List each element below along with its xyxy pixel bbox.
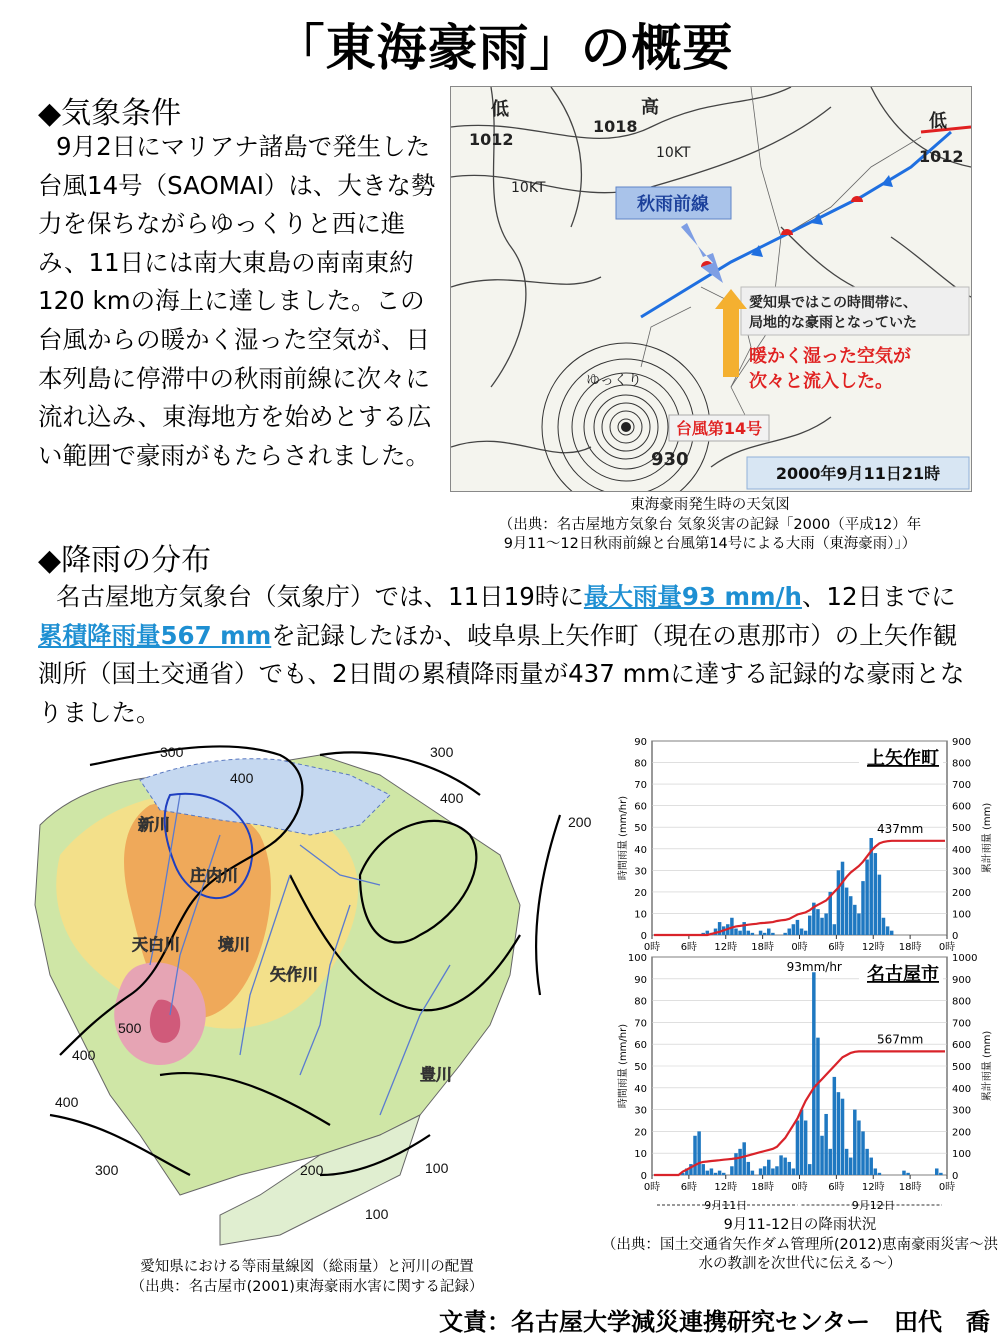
y-tick-label: 30 xyxy=(634,1105,647,1117)
rain-bar xyxy=(890,931,893,935)
rain-bar xyxy=(796,1121,799,1176)
contour-label-500: 500 xyxy=(118,1020,142,1036)
x-tick-label: 12時 xyxy=(861,1182,885,1193)
high-label: 高 xyxy=(641,97,659,118)
rain-bar xyxy=(861,881,864,935)
max-rain-highlight: 最大雨量93 mm/h xyxy=(583,582,802,611)
rain-bar xyxy=(747,1162,750,1175)
river-label-tempaku: 天白川 xyxy=(132,937,181,954)
y2-tick-label: 500 xyxy=(952,1062,972,1073)
y2-tick-label: 400 xyxy=(952,844,972,856)
y2-tick-label: 500 xyxy=(952,823,972,835)
y-tick-label: 100 xyxy=(627,953,647,964)
y2-tick-label: 300 xyxy=(952,1105,972,1117)
rain-bar xyxy=(788,1162,791,1175)
contour-label-400-a: 400 xyxy=(230,770,254,786)
rain-bar xyxy=(886,926,889,935)
low-label-left: 低 xyxy=(491,99,509,120)
cumulative-total-label: 567mm xyxy=(877,1032,924,1047)
rain-bar xyxy=(820,918,823,935)
rain-bar xyxy=(845,888,848,935)
rain-bar xyxy=(742,1142,745,1175)
y2-tick-label: 100 xyxy=(952,1149,972,1161)
datetime-label: 2000年9月11日21時 xyxy=(775,464,941,483)
wind-label-1: 10KT xyxy=(656,145,691,161)
rain-bar xyxy=(763,1166,766,1175)
rain-bar xyxy=(771,933,774,935)
rain-bar xyxy=(845,1149,848,1175)
y-tick-label: 40 xyxy=(634,844,647,856)
y2-tick-label: 600 xyxy=(952,1040,972,1052)
y-tick-label: 30 xyxy=(634,866,647,878)
svg-text:局地的な豪雨となっていた: 局地的な豪雨となっていた xyxy=(749,315,917,331)
y-tick-label: 90 xyxy=(634,737,647,748)
rain-bar xyxy=(697,1131,700,1175)
y-tick-label: 70 xyxy=(634,780,647,792)
river-label-toyo: 豊川 xyxy=(420,1067,453,1084)
wind-label-2: 10KT xyxy=(511,180,546,196)
river-label-yahagi: 矢作川 xyxy=(270,967,319,984)
weather-map xyxy=(450,86,972,492)
section-heading-rain: ◆降雨の分布 xyxy=(38,543,212,578)
y-tick-label: 90 xyxy=(634,974,647,986)
y-tick-label: 10 xyxy=(634,1149,647,1161)
pressure-1012-left: 1012 xyxy=(469,130,514,149)
rain-bar xyxy=(824,913,827,935)
rain-bar xyxy=(706,1171,709,1175)
contour-label-100-b: 100 xyxy=(365,1206,389,1222)
y-tick-label: 20 xyxy=(634,1127,647,1139)
charts-caption: 9月11-12日の降雨状況 （出典：国土交通省矢作ダム管理所(2012)恵南豪雨災害～洪水の教訓を次世代に伝える～） xyxy=(601,1217,999,1272)
y-axis-label: 時間雨量 (mm/hr) xyxy=(618,1023,629,1109)
rain-bar xyxy=(747,931,750,935)
rain-bar xyxy=(878,875,881,935)
contour-label-200-b: 200 xyxy=(300,1162,324,1178)
y-tick-label: 80 xyxy=(634,758,647,770)
typhoon-label: 台風第14号 xyxy=(675,419,763,438)
rain-bar xyxy=(734,929,737,935)
y2-tick-label: 0 xyxy=(952,1171,959,1182)
y2-tick-label: 100 xyxy=(952,909,972,921)
warm-air-label-1: 暖かく湿った空気が xyxy=(749,346,911,367)
rain-bar xyxy=(775,1166,778,1175)
y2-tick-label: 700 xyxy=(952,1018,972,1030)
x-tick-label: 0時 xyxy=(791,942,808,953)
rain-bar xyxy=(808,1164,811,1175)
x-tick-label: 18時 xyxy=(898,1182,922,1193)
y-tick-label: 60 xyxy=(634,801,647,813)
rain-bar xyxy=(865,860,868,935)
section-heading-weather: ◆気象条件 xyxy=(38,96,182,131)
x-tick-label: 18時 xyxy=(751,1182,774,1193)
slow-label: ゆっくり xyxy=(586,373,642,389)
isohyet-map xyxy=(20,735,594,1253)
y2-tick-label: 0 xyxy=(952,931,959,942)
rain-bar xyxy=(902,1171,905,1175)
y-tick-label: 0 xyxy=(640,1171,647,1182)
rain-bar xyxy=(935,1168,938,1175)
y-tick-label: 20 xyxy=(634,887,647,899)
rain-bar xyxy=(804,931,807,935)
y-tick-label: 10 xyxy=(634,909,647,921)
rain-bar xyxy=(792,1168,795,1175)
x-tick-label: 0時 xyxy=(643,942,661,953)
y2-tick-label: 700 xyxy=(952,780,972,792)
low-label-right: 低 xyxy=(929,111,947,132)
rain-bar xyxy=(800,1110,803,1175)
page-title: 「東海豪雨」の概要 xyxy=(274,19,734,77)
y2-tick-label: 800 xyxy=(952,996,972,1008)
weather-map-caption: 東海豪雨発生時の天気図 （出典：名古屋地方気象台 気象災害の記録「2000（平成12）年 9月11～12日秋雨前線と台風第14号による大雨（東海豪雨）」） xyxy=(498,497,922,552)
rain-bar xyxy=(730,1166,733,1175)
y-axis-label: 時間雨量 (mm/hr) xyxy=(618,795,629,881)
rain-bar xyxy=(722,1173,725,1175)
rain-bar xyxy=(751,1171,754,1175)
x-tick-label: 12時 xyxy=(861,942,885,953)
pressure-1012-right: 1012 xyxy=(919,147,964,166)
rain-bar xyxy=(828,1149,831,1175)
y2-tick-label: 900 xyxy=(952,737,972,748)
rain-bar xyxy=(779,1155,782,1175)
rain-bar xyxy=(833,924,836,935)
rain-bar xyxy=(734,1153,737,1175)
rain-bar xyxy=(800,929,803,935)
rain-bar xyxy=(808,916,811,935)
y2-tick-label: 200 xyxy=(952,887,972,899)
river-label-shinkawa: 新川 xyxy=(138,817,171,834)
rain-bar xyxy=(841,862,844,935)
rain-bar xyxy=(804,1121,807,1176)
y2-tick-label: 400 xyxy=(952,1083,972,1095)
rain-bar xyxy=(701,1164,704,1175)
y2-tick-label: 200 xyxy=(952,1127,972,1139)
rain-bar xyxy=(738,1149,741,1175)
x-tick-label: 18時 xyxy=(751,942,774,953)
y2-tick-label: 1000 xyxy=(952,953,978,964)
rain-bar xyxy=(783,933,786,935)
y2-tick-label: 600 xyxy=(952,801,972,813)
rain-bar xyxy=(783,1158,786,1175)
rain-bar xyxy=(861,1131,864,1175)
contour-label-400-b: 400 xyxy=(440,790,464,806)
rain-bar xyxy=(874,1168,877,1175)
rain-bar xyxy=(853,905,856,935)
contour-label-300-c: 300 xyxy=(95,1162,119,1178)
chart-title: 名古屋市 xyxy=(867,964,939,985)
x-tick-label: 18時 xyxy=(898,942,922,953)
rain-bar xyxy=(812,972,815,1175)
y-tick-label: 40 xyxy=(634,1083,647,1095)
river-label-shonai: 庄内川 xyxy=(190,868,239,885)
rain-bar xyxy=(853,1110,856,1175)
x-tick-label: 0時 xyxy=(643,1182,661,1193)
x-tick-label: 12時 xyxy=(714,1182,738,1193)
rain-bar xyxy=(939,1173,942,1175)
rain-bar xyxy=(759,931,762,935)
rain-bar xyxy=(906,1173,909,1175)
y-tick-label: 50 xyxy=(634,823,647,835)
pressure-930: 930 xyxy=(651,449,689,470)
y2-axis-label: 累計雨量 (mm) xyxy=(982,802,993,874)
rain-bar xyxy=(759,1168,762,1175)
chart-title: 上矢作町 xyxy=(867,748,939,769)
rain-bar xyxy=(820,1136,823,1175)
rainfall-charts xyxy=(612,735,997,1210)
date-label-day2: 9月12日 xyxy=(851,1199,895,1210)
rain-bar xyxy=(849,1158,852,1175)
contour-label-400-c: 400 xyxy=(72,1047,96,1063)
x-tick-label: 6時 xyxy=(828,1182,845,1193)
rain-bar xyxy=(869,1158,872,1175)
rain-bar xyxy=(837,1092,840,1175)
contour-label-100-a: 100 xyxy=(425,1160,449,1176)
x-tick-label: 0時 xyxy=(938,942,956,953)
isohyet-map-caption: 愛知県における等雨量線図（総雨量）と河川の配置 （出典：名古屋市(2001)東海豪雨水害に関する記録） xyxy=(130,1259,484,1295)
y2-tick-label: 900 xyxy=(952,974,972,986)
rain-bar xyxy=(796,920,799,935)
warm-air-label-2: 次々と流入した。 xyxy=(749,371,893,392)
date-label-day1: 9月11日 xyxy=(704,1199,748,1210)
rain-bar xyxy=(710,1168,713,1175)
cumulative-rain-highlight: 累積降雨量567 mm xyxy=(38,620,272,650)
rain-bar xyxy=(693,1136,696,1175)
y2-tick-label: 800 xyxy=(952,758,972,770)
svg-text:愛知県ではこの時間帯に、: 愛知県ではこの時間帯に、 xyxy=(749,295,917,311)
x-tick-label: 6時 xyxy=(680,942,698,953)
y-tick-label: 0 xyxy=(640,931,647,942)
contour-label-300-b: 300 xyxy=(430,744,454,760)
rain-bar xyxy=(767,929,770,935)
rain-bar xyxy=(857,1121,860,1176)
rain-bar xyxy=(837,870,840,935)
river-label-sakai: 境川 xyxy=(218,937,251,954)
y-tick-label: 80 xyxy=(634,996,647,1008)
rain-bar xyxy=(738,931,741,935)
peak-rain-label: 93mm/hr xyxy=(786,960,842,974)
x-tick-label: 6時 xyxy=(828,942,845,953)
rain-bar xyxy=(714,1173,717,1175)
x-tick-label: 12時 xyxy=(714,942,738,953)
y-tick-label: 50 xyxy=(634,1062,647,1073)
rain-bar xyxy=(824,1114,827,1175)
rain-bar xyxy=(857,913,860,935)
rain-bar xyxy=(763,933,766,935)
y2-axis-label: 累計雨量 (mm) xyxy=(982,1030,993,1102)
credit: 文責：名古屋大学減災連携研究センター 田代 喬 xyxy=(438,1308,990,1336)
rain-bar xyxy=(874,853,877,935)
pressure-1018: 1018 xyxy=(593,117,638,136)
rain-bar xyxy=(718,1171,721,1175)
rain-bar xyxy=(751,933,754,935)
rain-bar xyxy=(833,1077,836,1175)
rain-bar xyxy=(878,1173,881,1175)
rain-bar xyxy=(865,1149,868,1175)
rain-bar xyxy=(767,1160,770,1175)
rain-bar xyxy=(742,922,745,935)
section-body-rain: 名古屋地方気象台（気象庁）では、11日19時に最大雨量93 mm/h、12日までに累積降雨量567 mmを記録したほか、岐阜県上矢作町（現在の恵那市）の上矢作観測所（国土交通省）でも、2日間の累積降雨量が437 mmに達する記録的な豪雨となりました。 xyxy=(38,582,965,727)
rain-bar xyxy=(816,1038,819,1175)
rain-bar xyxy=(771,1168,774,1175)
contour-label-400-d: 400 xyxy=(55,1094,79,1110)
chart-frame-kamiyahagi xyxy=(652,741,947,935)
cumulative-total-label: 437mm xyxy=(877,821,924,836)
rain-bar xyxy=(816,909,819,935)
contour-label-200-a: 200 xyxy=(568,814,592,830)
x-tick-label: 0時 xyxy=(791,1182,808,1193)
rain-bar xyxy=(882,918,885,935)
front-label: 秋雨前線 xyxy=(637,194,709,215)
x-tick-label: 0時 xyxy=(938,1182,956,1193)
rain-bar xyxy=(788,929,791,935)
x-tick-label: 6時 xyxy=(680,1182,698,1193)
contour-label-300-a: 300 xyxy=(160,744,184,760)
rain-bar xyxy=(841,1099,844,1175)
section-body-weather: 9月2日にマリアナ諸島で発生した台風14号（SAOMAI）は、大きな勢力を保ちながらゆっくりと西に進み、11日には南大東島の南南東約120 kmの海上に達しました。この台風からの暖かく湿った空気が、日本列島に停滞中の秋雨前線に次々に流れ込み、東海地方を始めとする広い範囲で豪雨がもたらされました。 xyxy=(38,132,436,470)
y-tick-label: 60 xyxy=(634,1040,647,1052)
rain-bar xyxy=(849,896,852,935)
y2-tick-label: 300 xyxy=(952,866,972,878)
y-tick-label: 70 xyxy=(634,1018,647,1030)
rain-bar xyxy=(792,924,795,935)
